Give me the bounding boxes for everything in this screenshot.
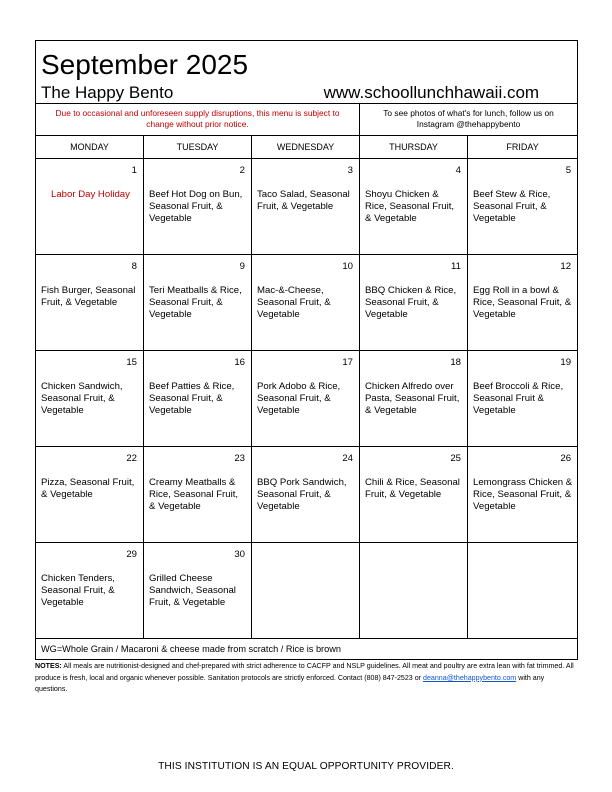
day-cell (36, 447, 144, 543)
page-title: September 2025 (41, 49, 249, 80)
meal-text: Chili & Rice, Seasonal Fruit, & Vegetable (365, 477, 460, 500)
day-cell (36, 255, 144, 351)
equal-opportunity-statement: THIS INSTITUTION IS AN EQUAL OPPORTUNITY PROVIDER. (158, 761, 454, 772)
menu-sheet (35, 40, 577, 696)
supply-notice: Due to occasional and unforeseen supply disruptions, this menu is subject to change without prior notice. (36, 104, 360, 136)
meal-text: Egg Roll in a bowl & Rice, Seasonal Fruit, & Vegetable (473, 285, 572, 320)
day-cell (144, 543, 252, 639)
day-number: 22 (126, 453, 137, 464)
weekday-wednesday: WEDNESDAY (252, 136, 360, 159)
notes-text: All meals are nutritionist-designed and chef-prepared with strict adherence to CACFP and NSLP guidelines. All meat and poultry are extra lean with fat trimmed. All produce is fresh, local and organic whenever possible. Sanitation protocols are strictly enforced. Contact (808) 847-2523 or (35, 662, 574, 682)
day-cell (468, 447, 578, 543)
meal-text: Lemongrass Chicken & Rice, Seasonal Fruit, & Vegetable (473, 477, 573, 512)
day-cell (360, 447, 468, 543)
day-number: 12 (560, 261, 572, 272)
meal-text: Teri Meatballs & Rice, Seasonal Fruit, & Vegetable (149, 285, 242, 320)
contact-email-link[interactable]: deanna@thehappybento.com (423, 673, 517, 682)
provider-name: The Happy Bento (41, 83, 174, 102)
day-number: 23 (234, 453, 245, 464)
notes-label: NOTES: (35, 662, 62, 670)
day-cell (144, 351, 252, 447)
week-row (36, 351, 578, 447)
meal-text: Creamy Meatballs & Rice, Seasonal Fruit, & Vegetable (149, 477, 239, 512)
holiday-label: Labor Day Holiday (51, 189, 130, 200)
day-number: 29 (126, 549, 137, 560)
day-cell (144, 255, 252, 351)
day-number: 11 (451, 261, 461, 272)
meal-text: Pizza, Seasonal Fruit, & Vegetable (41, 477, 135, 500)
week-row (36, 543, 578, 639)
day-number: 2 (239, 165, 245, 176)
day-number: 9 (239, 261, 245, 272)
day-number: 16 (234, 357, 245, 368)
day-cell (144, 159, 252, 255)
day-number: 15 (126, 357, 137, 368)
day-cell (468, 255, 578, 351)
day-number: 24 (342, 453, 353, 464)
day-number: 25 (450, 453, 461, 464)
weekday-friday: FRIDAY (468, 136, 578, 159)
day-number: 3 (347, 165, 353, 176)
meal-text: Beef Hot Dog on Bun, Seasonal Fruit, & Vegetable (149, 189, 243, 224)
instagram-note: To see photos of what's for lunch, follow us on Instagram @thehappybento (360, 104, 578, 136)
meal-text: BBQ Chicken & Rice, Seasonal Fruit, & Vegetable (365, 285, 457, 320)
weekday-monday: MONDAY (36, 136, 144, 159)
meal-text: Taco Salad, Seasonal Fruit, & Vegetable (257, 189, 350, 212)
meal-text: Chicken Sandwich, Seasonal Fruit, & Vegetable (41, 381, 123, 416)
meal-text: Pork Adobo & Rice, Seasonal Fruit, & Vegetable (257, 381, 341, 416)
day-cell (360, 255, 468, 351)
day-number: 19 (560, 357, 572, 368)
meal-text: Chicken Alfredo over Pasta, Seasonal Fruit, & Vegetable (365, 381, 460, 416)
empty-day-cell (360, 543, 468, 639)
week-row (36, 447, 578, 543)
meal-text: Beef Stew & Rice, Seasonal Fruit, & Vegetable (473, 189, 551, 224)
day-cell (468, 159, 578, 255)
day-cell (144, 447, 252, 543)
meal-text: Beef Broccoli & Rice, Seasonal Fruit & Vegetable (473, 381, 564, 416)
empty-day-cell (252, 543, 360, 639)
header (36, 41, 578, 104)
day-number: 5 (565, 165, 572, 176)
week-row (36, 255, 578, 351)
day-number: 10 (342, 261, 353, 272)
day-number: 30 (234, 549, 245, 560)
meal-text: BBQ Pork Sandwich, Seasonal Fruit, & Vegetable (257, 477, 347, 512)
empty-day-cell (468, 543, 578, 639)
day-cell (252, 351, 360, 447)
weekday-tuesday: TUESDAY (144, 136, 252, 159)
meal-text: Beef Patties & Rice, Seasonal Fruit, & Vegetable (149, 381, 235, 416)
day-number: 18 (450, 357, 461, 368)
day-cell (252, 447, 360, 543)
website-url: www.schoollunchhawaii.com (323, 83, 540, 102)
day-number: 26 (560, 453, 572, 464)
day-number: 4 (455, 165, 461, 176)
weekday-header-row (36, 136, 578, 159)
meal-text: Mac-&-Cheese, Seasonal Fruit, & Vegetable (257, 285, 331, 320)
day-cell (360, 159, 468, 255)
weekday-thursday: THURSDAY (360, 136, 468, 159)
day-number: 17 (342, 357, 353, 368)
meal-text: Shoyu Chicken & Rice, Seasonal Fruit, & Vegetable (365, 189, 455, 224)
week-row (36, 159, 578, 255)
day-cell (36, 351, 144, 447)
menu-calendar (35, 40, 578, 660)
notes (35, 661, 577, 696)
day-number: 1 (131, 165, 137, 176)
meal-text: Chicken Tenders, Seasonal Fruit, & Vegetable (41, 573, 115, 608)
day-cell (36, 159, 144, 255)
meal-text: Fish Burger, Seasonal Fruit, & Vegetable (41, 285, 136, 308)
day-cell (36, 543, 144, 639)
notes-end: with any questions. (35, 673, 545, 693)
day-cell (252, 159, 360, 255)
day-cell (468, 351, 578, 447)
day-cell (252, 255, 360, 351)
legend: WG=Whole Grain / Macaroni & cheese made from scratch / Rice is brown (36, 639, 578, 660)
day-cell (360, 351, 468, 447)
day-number: 8 (131, 261, 137, 272)
meal-text: Grilled Cheese Sandwich, Seasonal Fruit, & Vegetable (149, 573, 236, 608)
